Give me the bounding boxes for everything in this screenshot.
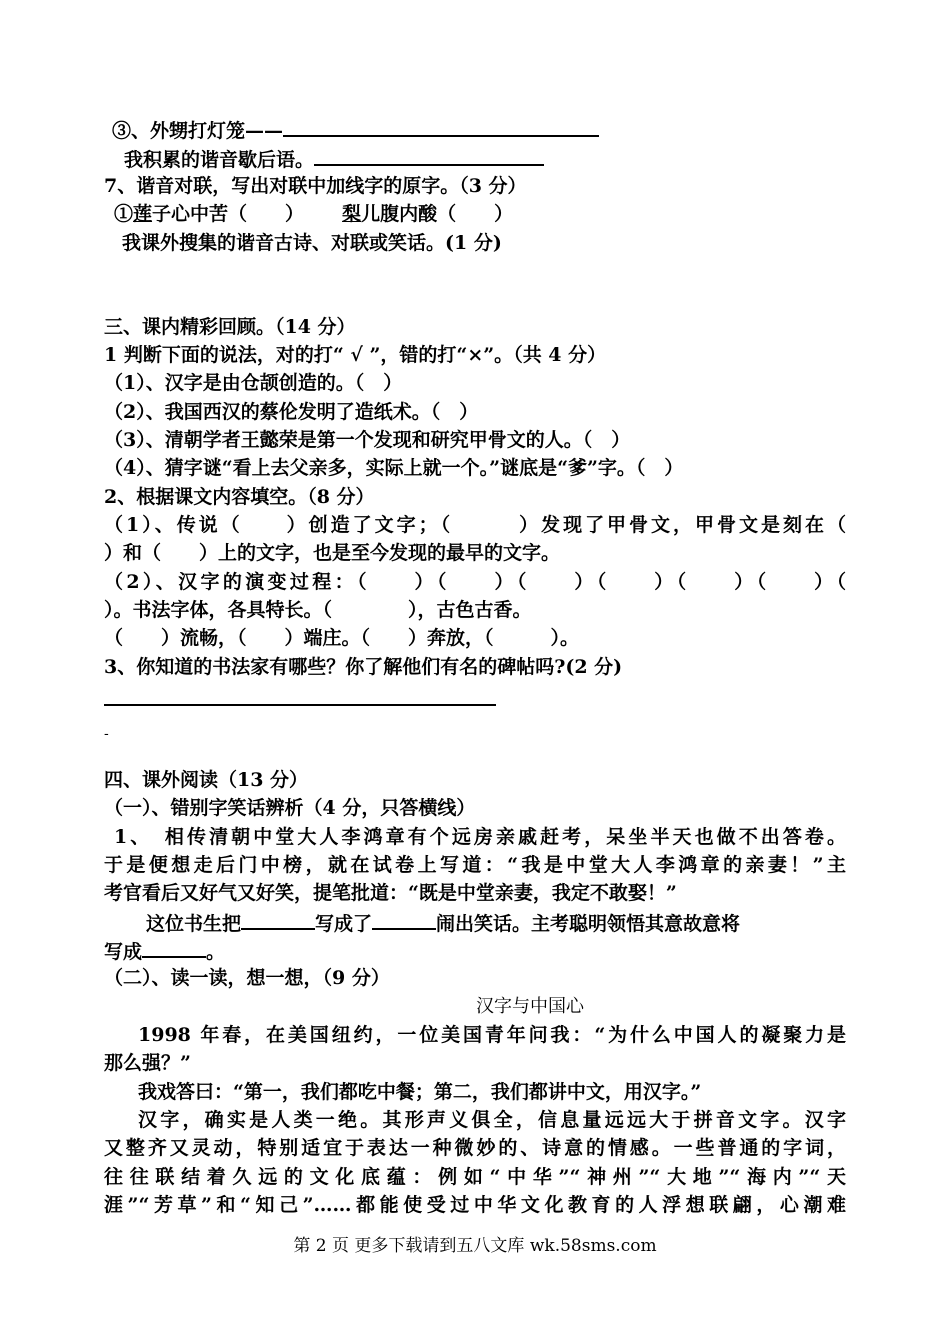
fill-text: 这位书生把	[146, 913, 242, 935]
article-para-3b: 又整齐又灵动，特别适宜于表达一种微妙的、诗意的情感。一些普通的字词，	[104, 1137, 846, 1159]
answer-blank[interactable]	[241, 910, 315, 930]
question-7: 7、谐音对联，写出对联中加线字的原字。（3 分）	[104, 175, 527, 197]
xiehouyu-label: 我积累的谐音歇后语。	[124, 149, 315, 171]
answer-blank[interactable]	[372, 910, 436, 930]
fill-text: 。	[206, 941, 226, 963]
answer-blank[interactable]	[314, 146, 544, 166]
couplet-text: 子心中苦（ ）	[152, 203, 305, 225]
reading-1-para-c: 考官看后又好气又好笑，提笔批道：“既是中堂亲妻，我定不敢娶！”	[104, 882, 677, 904]
line-l4	[114, 202, 513, 226]
line-l5: 我课外搜集的谐音古诗、对联或笑话。(1 分)	[122, 232, 502, 254]
underlined-char: 梨	[342, 203, 362, 225]
question-1-1: （1）、汉字是由仓颉创造的。（ ）	[104, 372, 403, 394]
couplet-text: 儿腹内酸（ ）	[361, 203, 514, 225]
reading-2-heading: （二）、读一读，想一想，（9 分）	[104, 967, 390, 989]
line-l1	[112, 117, 599, 143]
article-para-3c: 往往联结着久远的文化底蕴：例如“中华”“神州”“大地”“海内”“天	[104, 1166, 846, 1188]
article-para-3a: 汉字，确实是人类一绝。其形声义俱全，信息量远远大于拼音文字。汉字	[138, 1109, 846, 1131]
question-2: 2、根据课文内容填空。（8 分）	[104, 486, 375, 508]
answer-blank[interactable]	[142, 938, 206, 958]
question-2-2-line-c: （ ）流畅，（ ）端庄。（ ）奔放，（ ）。	[104, 627, 580, 649]
question-3: 3、你知道的书法家有哪些？你了解他们有名的碑帖吗?(2 分)	[104, 656, 623, 678]
page-footer: 第 2 页 更多下载请到五八文库 wk.58sms.com	[293, 1236, 657, 1256]
reading-1-heading: （一）、错别字笑话辨析（4 分，只答横线）	[104, 797, 476, 819]
answer-blank[interactable]	[283, 117, 599, 137]
fill-text: 写成了	[315, 913, 373, 935]
section-3-heading: 三、课内精彩回顾。（14 分）	[104, 316, 356, 338]
question-1-3: （3）、清朝学者王懿荣是第一个发现和研究甲骨文的人。（ ）	[104, 429, 631, 451]
reading-1-para-a: 1、 相传清朝中堂大人李鸿章有个远房亲戚赶考，呆坐半天也做不出答卷。	[114, 826, 846, 848]
question-1-4: （4）、猜字谜“看上去父亲多，实际上就一个。”谜底是“爹”字。（ ）	[104, 457, 684, 479]
underlined-char: 莲	[133, 203, 153, 225]
article-para-1b: 那么强？”	[104, 1052, 191, 1074]
circled-number: ①	[114, 203, 134, 225]
question-2-2-line-a: （2）、汉字的演变过程：（ ）（ ）（ ）（ ）（ ）（ ）（	[104, 571, 846, 593]
reading-1-fill-line-a	[146, 910, 740, 936]
fill-text: 写成	[104, 941, 143, 963]
question-2-2-line-b: ）。书法字体，各具特长。（ ），古色古香。	[104, 599, 532, 621]
question-2-1-line-a: （1）、传说（ ）创造了文字；（ ）发现了甲骨文，甲骨文是刻在（	[104, 514, 846, 536]
article-para-2: 我戏答曰：“第一，我们都吃中餐；第二，我们都讲中文，用汉字。”	[138, 1081, 702, 1103]
line-l2	[124, 146, 544, 172]
article-para-1a: 1998 年春，在美国纽约，一位美国青年问我：“为什么中国人的凝聚力是	[138, 1024, 846, 1046]
question-1-2: （2）、我国西汉的蔡伦发明了造纸术。（ ）	[104, 401, 479, 423]
riddle-text: ③、外甥打灯笼——	[112, 120, 284, 142]
question-2-1-line-b: ）和（ ）上的文字，也是至今发现的最早的文字。	[104, 542, 561, 564]
answer-line[interactable]	[104, 704, 496, 706]
stray-dash: -	[104, 726, 109, 742]
article-para-3d: 涯”“芳草”和“知己”……都能使受过中华文化教育的人浮想联翩，心潮难	[104, 1194, 846, 1216]
article-title: 汉字与中国心	[476, 996, 584, 1017]
reading-1-para-b: 于是便想走后门中榜，就在试卷上写道：“我是中堂大人李鸿章的亲妻！”主	[104, 854, 846, 876]
section-4-heading: 四、课外阅读（13 分）	[104, 769, 309, 791]
question-1: 1 判断下面的说法，对的打“ √ ”，错的打“×”。（共 4 分）	[104, 344, 607, 366]
fill-text: 闹出笑话。主考聪明领悟其意故意将	[436, 913, 741, 935]
reading-1-fill-line-b	[104, 938, 225, 964]
